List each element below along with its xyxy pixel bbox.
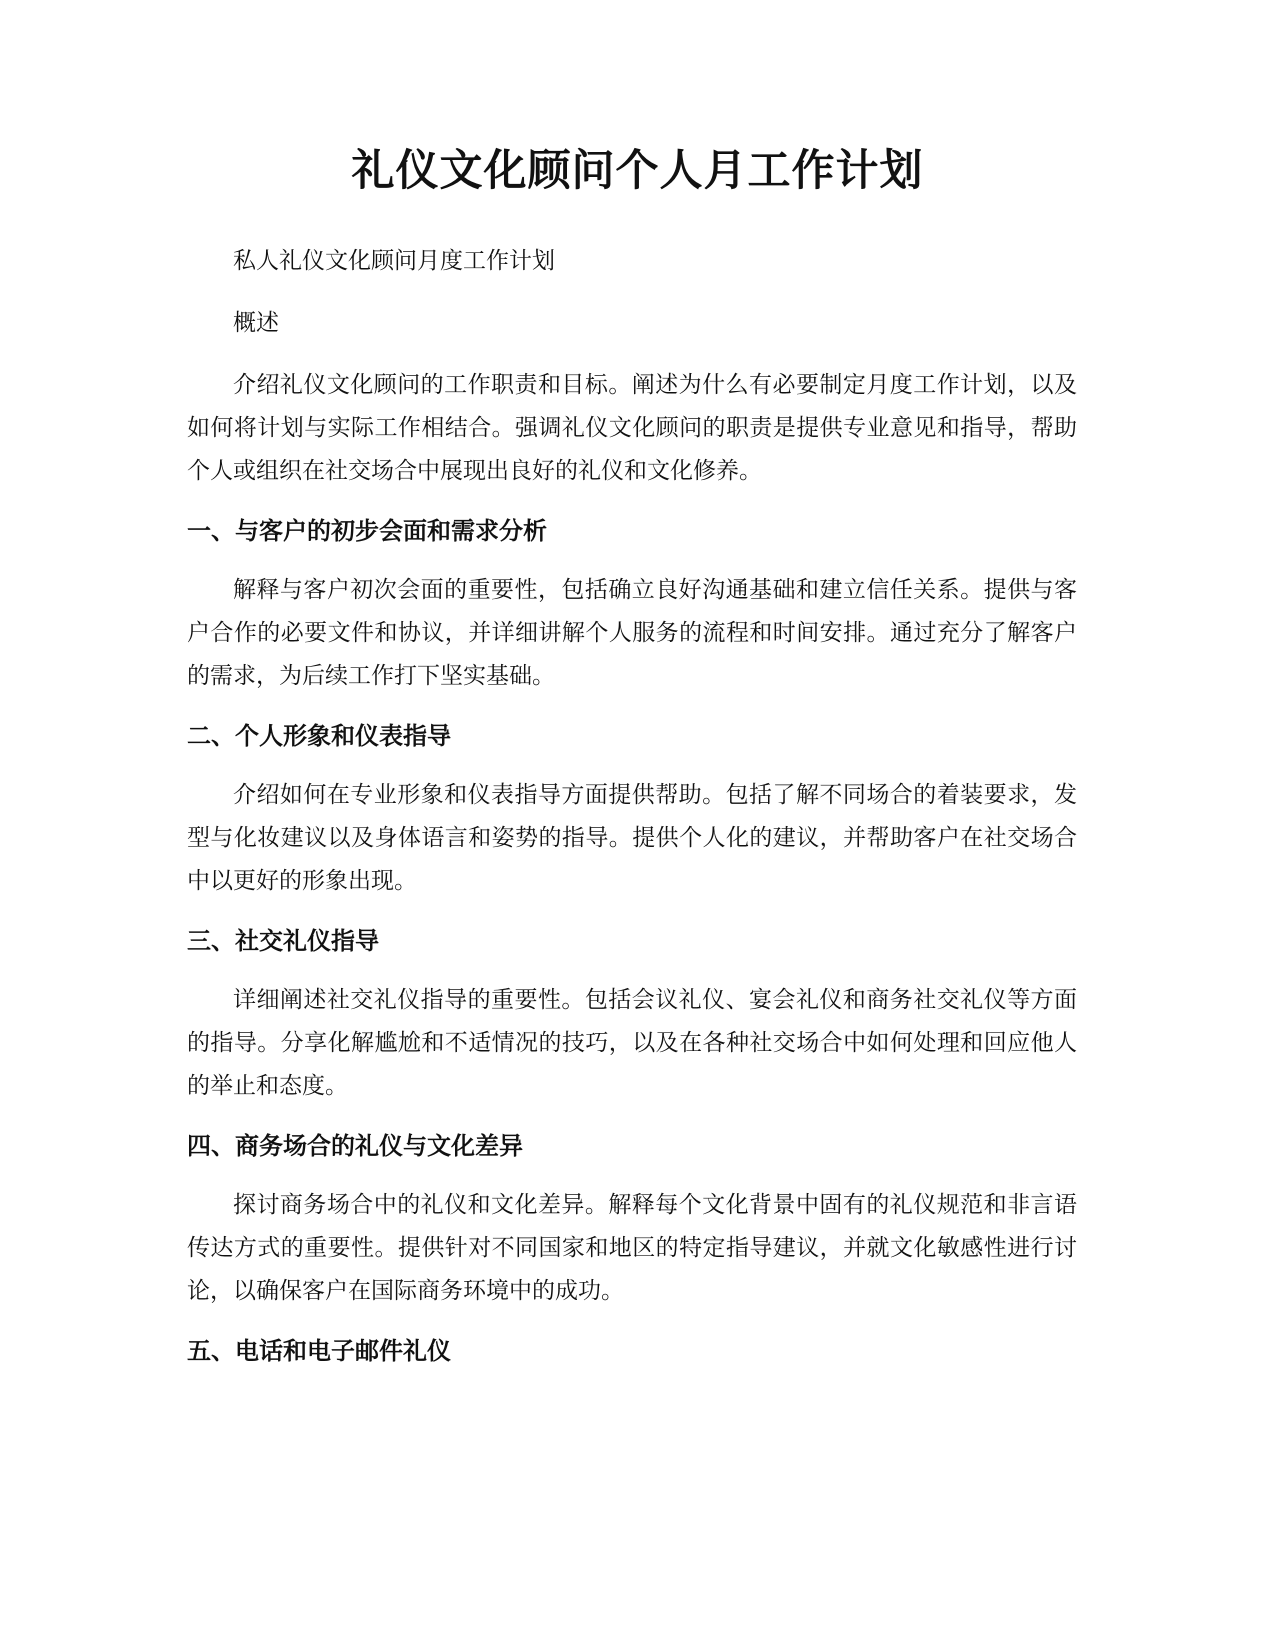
section-1-heading: 一、与客户的初步会面和需求分析 (187, 517, 547, 545)
overview-paragraph: 介绍礼仪文化顾问的工作职责和目标。阐述为什么有必要制定月度工作计划，以及如何将计划与实际工作相结合。强调礼仪文化顾问的职责是提供专业意见和指导，帮助个人或组织在社交场合中展现出良好的礼仪和文化修养。 (187, 372, 1077, 484)
document-subtitle: 私人礼仪文化顾问月度工作计划 (233, 248, 555, 274)
section-4-paragraph: 探讨商务场合中的礼仪和文化差异。解释每个文化背景中固有的礼仪规范和非言语传达方式的重要性。提供针对不同国家和地区的特定指导建议，并就文化敏感性进行讨论，以确保客户在国际商务环境中的成功。 (187, 1192, 1077, 1304)
section-4-heading: 四、商务场合的礼仪与文化差异 (187, 1132, 523, 1160)
section-2-paragraph: 介绍如何在专业形象和仪表指导方面提供帮助。包括了解不同场合的着装要求，发型与化妆建议以及身体语言和姿势的指导。提供个人化的建议，并帮助客户在社交场合中以更好的形象出现。 (187, 782, 1077, 894)
section-3-paragraph: 详细阐述社交礼仪指导的重要性。包括会议礼仪、宴会礼仪和商务社交礼仪等方面的指导。分享化解尴尬和不适情况的技巧，以及在各种社交场合中如何处理和回应他人的举止和态度。 (187, 987, 1077, 1099)
section-5-heading: 五、电话和电子邮件礼仪 (187, 1337, 451, 1365)
document-body (187, 240, 1077, 1389)
document-title: 礼仪文化顾问个人月工作计划 (351, 146, 924, 196)
overview-label: 概述 (233, 310, 279, 336)
section-1-paragraph: 解释与客户初次会面的重要性，包括确立良好沟通基础和建立信任关系。提供与客户合作的必要文件和协议，并详细讲解个人服务的流程和时间安排。通过充分了解客户的需求，为后续工作打下坚实基础。 (187, 577, 1077, 689)
section-3-heading: 三、社交礼仪指导 (187, 927, 379, 955)
section-2-heading: 二、个人形象和仪表指导 (187, 722, 451, 750)
